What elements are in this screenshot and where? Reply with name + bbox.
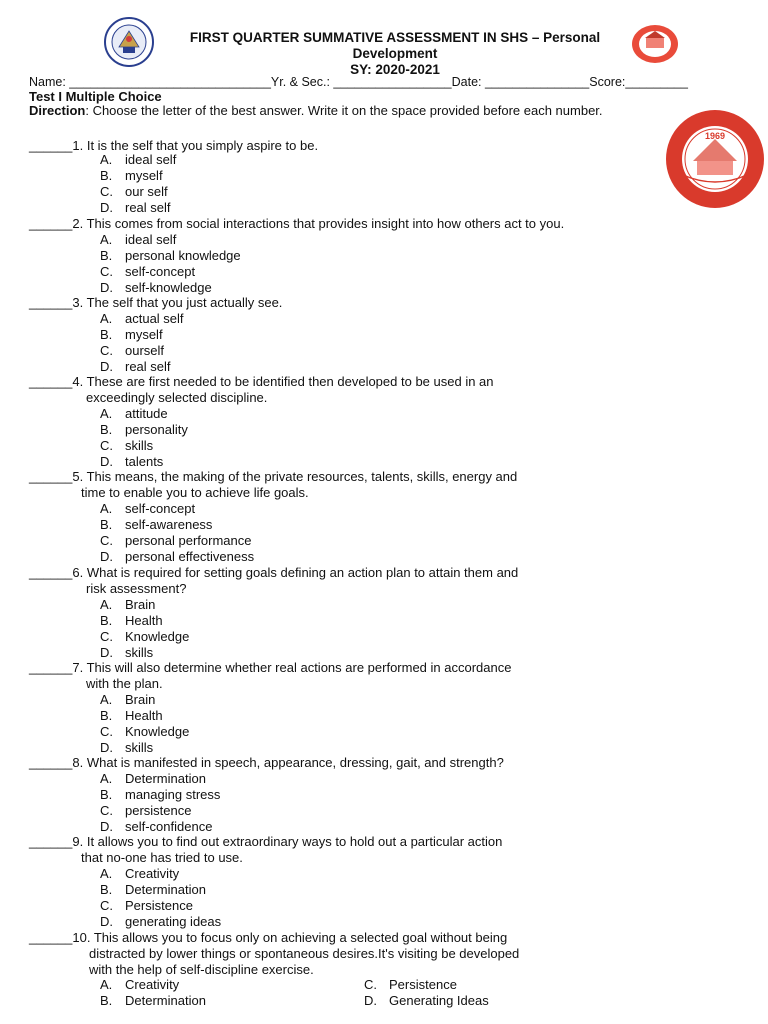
option-list: [100, 152, 176, 216]
question-text-line: with the plan.: [86, 676, 163, 691]
answer-option: [100, 438, 188, 454]
option-text: personality: [125, 421, 188, 437]
question-text-line: ______6. What is required for setting goals defining an action plan to attain them and: [29, 565, 519, 580]
answer-option: [100, 406, 188, 422]
option-letter: D.: [100, 358, 113, 374]
school-seal-large-logo: [665, 109, 765, 209]
direction-label: Direction: [29, 103, 86, 118]
answer-option: [100, 740, 189, 756]
option-text: Brain: [125, 597, 156, 612]
question-text-line: ______1. It is the self that you simply aspire to be.: [29, 138, 319, 153]
answer-option: [100, 311, 184, 327]
answer-option: [100, 629, 189, 645]
option-text: Knowledge: [125, 628, 190, 644]
answer-option: [100, 533, 254, 549]
option-letter: C.: [100, 342, 113, 358]
option-list: [100, 692, 189, 756]
question-text-line: ______4. These are first needed to be identified then developed to be used in an: [29, 374, 494, 389]
option-text: myself: [125, 326, 163, 342]
option-text: self-concept: [125, 263, 196, 279]
seal-year-text: 1969: [704, 131, 726, 141]
option-text: Creativity: [125, 977, 180, 992]
option-letter: B.: [100, 167, 113, 183]
option-text: personal effectiveness: [125, 548, 255, 564]
direction-text: [29, 103, 603, 118]
question-8: [29, 755, 504, 771]
answer-option: [100, 977, 179, 993]
question-9: [29, 834, 502, 866]
option-text: real self: [125, 199, 171, 215]
student-info-line: [29, 75, 688, 89]
option-letter: C.: [100, 802, 113, 818]
question-text-line: ______5. This means, the making of the private resources, talents, skills, energy and: [29, 469, 518, 484]
question-text-line: ______9. It allows you to find out extraordinary ways to hold out a particular action: [29, 834, 503, 849]
option-text: ourself: [125, 342, 165, 358]
answer-option: [100, 152, 176, 168]
option-letter: A.: [100, 866, 113, 881]
option-list: [100, 311, 184, 375]
question-text-line: ______3. The self that you just actually see.: [29, 295, 283, 310]
option-letter: A.: [100, 977, 113, 992]
option-text: Generating Ideas: [389, 993, 489, 1008]
answer-option: [100, 724, 189, 740]
question-text-line: distracted by lower things or spontaneous desires.It's visiting be developed: [89, 946, 520, 961]
answer-option: [100, 264, 241, 280]
option-text: Persistence: [125, 897, 193, 913]
question-text-line: time to enable you to achieve life goals.: [81, 485, 309, 500]
option-text: Persistence: [389, 977, 457, 992]
answer-option: [100, 993, 206, 1009]
answer-option: [100, 549, 254, 565]
option-text: self-confidence: [125, 818, 213, 834]
test-heading: Test I Multiple Choice: [29, 89, 162, 104]
question-10: [29, 930, 519, 978]
option-letter: B.: [100, 786, 113, 802]
option-text: ideal self: [125, 232, 177, 247]
question-text-line: ______10. This allows you to focus only on achieving a selected goal without being: [29, 930, 508, 945]
answer-option: [100, 422, 188, 438]
deped-seal-logo: [104, 17, 154, 67]
option-text: actual self: [125, 311, 184, 326]
option-text: skills: [125, 739, 154, 755]
question-text-line: that no-one has tried to use.: [81, 850, 243, 865]
option-text: personal knowledge: [125, 247, 241, 263]
assessment-title: [160, 30, 630, 78]
option-list: [100, 232, 241, 296]
answer-option: [100, 692, 189, 708]
answer-option: [364, 993, 489, 1009]
answer-option: [100, 454, 188, 470]
option-letter: A.: [100, 232, 113, 247]
option-list: [100, 406, 188, 470]
option-letter: C.: [364, 977, 377, 992]
option-text: Brain: [125, 692, 156, 707]
question-text-line: ______7. This will also determine whether real actions are performed in accordance: [29, 660, 512, 675]
option-text: skills: [125, 437, 154, 453]
option-text: attitude: [125, 406, 168, 421]
direction-body: : Choose the letter of the best answer. Write it on the space provided before each number.: [85, 103, 603, 118]
option-text: self-concept: [125, 501, 196, 516]
option-letter: C.: [100, 897, 113, 913]
date-field[interactable]: Date: _______________: [451, 75, 590, 89]
answer-option: [100, 168, 176, 184]
option-letter: A.: [100, 501, 113, 516]
option-text: self-awareness: [125, 516, 213, 532]
option-text: managing stress: [125, 786, 221, 802]
option-letter: D.: [100, 453, 113, 469]
option-text: Determination: [125, 881, 206, 897]
option-text: Determination: [125, 993, 206, 1008]
option-text: skills: [125, 644, 154, 660]
option-text: self-knowledge: [125, 279, 212, 295]
yr-sec-field[interactable]: Yr. & Sec.: _________________: [270, 75, 452, 89]
question-4: [29, 374, 494, 406]
option-letter: A.: [100, 152, 113, 167]
question-text-line: risk assessment?: [86, 581, 187, 596]
answer-option: [100, 819, 220, 835]
title-line-2: SY: 2020-2021: [350, 62, 440, 77]
score-field[interactable]: Score:_________: [589, 75, 688, 89]
question-text-line: with the help of self-discipline exercise.: [89, 962, 314, 977]
option-letter: B.: [100, 326, 113, 342]
answer-option: [100, 501, 254, 517]
option-letter: C.: [100, 532, 113, 548]
option-text: real self: [125, 358, 171, 374]
name-field[interactable]: Name: _____________________________: [29, 75, 271, 89]
answer-option: [100, 866, 221, 882]
answer-option: [100, 200, 176, 216]
option-letter: D.: [100, 279, 113, 295]
option-letter: D.: [100, 199, 113, 215]
answer-option: [100, 882, 221, 898]
option-text: persistence: [125, 802, 192, 818]
option-letter: B.: [100, 612, 113, 628]
answer-option: [100, 359, 184, 375]
option-text: generating ideas: [125, 913, 222, 929]
option-list: [100, 597, 189, 661]
question-5: [29, 469, 517, 501]
option-text: Determination: [125, 771, 206, 786]
option-letter: A.: [100, 771, 113, 786]
option-list: [100, 501, 254, 565]
option-list: [100, 771, 220, 835]
option-letter: A.: [100, 311, 113, 326]
question-6: [29, 565, 518, 597]
option-letter: C.: [100, 263, 113, 279]
school-seal-logo: [631, 24, 679, 64]
option-letter: D.: [100, 739, 113, 755]
option-letter: B.: [100, 516, 113, 532]
answer-option: [100, 914, 221, 930]
option-letter: D.: [100, 818, 113, 834]
question-text-line: exceedingly selected discipline.: [86, 390, 268, 405]
option-letter: A.: [100, 692, 113, 707]
answer-option: [100, 517, 254, 533]
option-letter: C.: [100, 723, 113, 739]
option-letter: A.: [100, 406, 113, 421]
answer-option: [100, 327, 184, 343]
option-letter: B.: [100, 881, 113, 897]
question-text-line: ______2. This comes from social interactions that provides insight into how others act to you.: [29, 216, 565, 231]
option-letter: C.: [100, 183, 113, 199]
answer-option: [100, 248, 241, 264]
option-letter: B.: [100, 421, 113, 437]
question-3: [29, 295, 282, 311]
question-text-line: ______8. What is manifested in speech, appearance, dressing, gait, and strength?: [29, 755, 504, 770]
option-letter: A.: [100, 597, 113, 612]
option-letter: B.: [100, 993, 113, 1008]
answer-option: [100, 597, 189, 613]
option-letter: D.: [364, 993, 377, 1008]
option-letter: D.: [100, 644, 113, 660]
option-text: Creativity: [125, 866, 180, 881]
option-text: Health: [125, 612, 163, 628]
option-text: our self: [125, 183, 168, 199]
option-letter: C.: [100, 437, 113, 453]
answer-option: [100, 232, 241, 248]
option-text: myself: [125, 167, 163, 183]
option-text: Knowledge: [125, 723, 190, 739]
option-text: talents: [125, 453, 164, 469]
answer-option: [100, 898, 221, 914]
question-2: [29, 216, 564, 232]
answer-option: [100, 184, 176, 200]
answer-option: [100, 280, 241, 296]
question-7: [29, 660, 511, 692]
option-letter: C.: [100, 628, 113, 644]
answer-option: [100, 803, 220, 819]
option-list: [100, 866, 221, 930]
title-line-1: FIRST QUARTER SUMMATIVE ASSESSMENT IN SHS – Personal Development: [189, 30, 601, 61]
option-text: Health: [125, 707, 163, 723]
answer-option: [100, 613, 189, 629]
option-letter: B.: [100, 707, 113, 723]
option-letter: D.: [100, 548, 113, 564]
option-text: ideal self: [125, 152, 177, 167]
answer-option: [100, 708, 189, 724]
answer-option: [364, 977, 457, 993]
option-letter: D.: [100, 913, 113, 929]
answer-option: [100, 787, 220, 803]
answer-option: [100, 645, 189, 661]
option-letter: B.: [100, 247, 113, 263]
answer-option: [100, 771, 220, 787]
option-text: personal performance: [125, 532, 252, 548]
answer-option: [100, 343, 184, 359]
